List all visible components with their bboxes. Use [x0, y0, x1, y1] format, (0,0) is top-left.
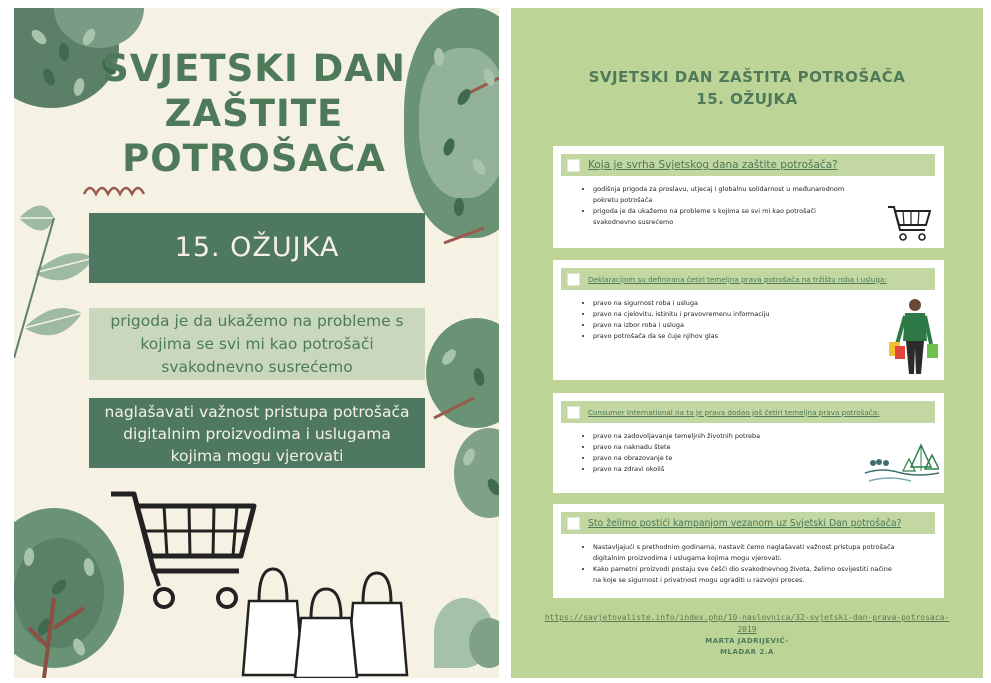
author-line: MLADAR 2.A [720, 648, 774, 656]
left-poster [14, 8, 499, 678]
text-line: svakodnevno susrećemo [161, 358, 353, 376]
bullet-list [587, 298, 770, 342]
right-poster [511, 8, 983, 678]
poster-title [94, 46, 414, 181]
emphasis-text-box [89, 398, 425, 468]
bullet-list [587, 184, 844, 228]
list-item: • pravo na zadovoljavanje temeljnih životnih potreba [593, 431, 760, 442]
list-item: • pravo na zdravi okoliš [593, 464, 760, 475]
info-card-declaration [553, 260, 944, 380]
list-item-continued: svakodnevno susrećemo [593, 218, 674, 226]
checkbox-icon [567, 273, 580, 286]
author-credit [511, 636, 983, 658]
list-item: • prigoda je da ukažemo na probleme s kojima se svi mi kao potrošači [593, 206, 844, 217]
squiggle-decoration-icon [82, 180, 152, 198]
text-line: kojima se svi mi kao potrošači [140, 335, 374, 353]
link-line[interactable]: 2019 [737, 625, 757, 634]
card-heading: Koja je svrha Svjetskog dana zaštite potrošača? [588, 159, 838, 171]
text-line: kojima mogu vjerovati [170, 447, 344, 465]
branch-icon [414, 68, 499, 448]
shopping-cart-icon [109, 486, 259, 616]
card-heading-bar [561, 268, 935, 290]
landscape-icon [863, 437, 939, 487]
title-line: ZAŠTITE [164, 92, 344, 135]
checkbox-icon [567, 406, 580, 419]
card-heading: Što želimo postići kampanjom vezanom uz Svjetski Dan potrošača? [588, 517, 902, 529]
bullet-list [587, 542, 895, 586]
date-banner: 15. OŽUJKA [89, 213, 425, 283]
checkbox-icon [567, 159, 580, 172]
poster-title [511, 66, 983, 110]
checkbox-icon [567, 517, 580, 530]
list-item: • pravo na cjelovitu, istinitu i pravovremenu informaciju [593, 309, 770, 320]
shopping-cart-icon [887, 204, 931, 242]
author-line: MARTA JADRIJEVIĆ- [705, 637, 789, 645]
title-line: POTROŠAČA [122, 137, 386, 180]
info-card-campaign-goal [553, 504, 944, 598]
title-line: SVJETSKI DAN [102, 47, 406, 90]
list-item: • pravo na sigurnost roba i usluga [593, 298, 770, 309]
list-item-continued: pokretu potrošača [593, 196, 653, 204]
card-heading-bar [561, 512, 935, 534]
list-item: • Nastavljajući s prethodnim godinama, nastavit ćemo naglašavati važnost pristupa potrošača [593, 542, 895, 553]
list-item-continued: digitalnim proizvodima i uslugama kojima mogu vjerovati. [593, 554, 782, 562]
card-heading-bar [561, 154, 935, 176]
text-line: prigoda je da ukažemo na probleme s [110, 312, 404, 330]
title-line: 15. OŽUJKA [696, 90, 798, 108]
list-item: • pravo potrošača da se čuje njihov glas [593, 331, 770, 342]
title-line: SVJETSKI DAN ZAŠTITA POTROŠAČA [588, 68, 906, 86]
info-card-consumer-international [553, 393, 944, 493]
card-heading-bar [561, 401, 935, 423]
list-item: • godišnja prigoda za proslavu, utjecaj i globalnu solidarnost u međunarodnom [593, 184, 844, 195]
list-item: • Kako pametni proizvodi postaju sve češći dio svakodnevnog života, želimo osvijestiti načine [593, 564, 895, 575]
shopping-bags-icon [239, 563, 409, 678]
info-card-purpose [553, 146, 944, 248]
list-item-continued: na koje se sigurnost i privatnost mogu ugraditi u razvojni proces. [593, 576, 805, 584]
list-item: • pravo na izbor roba i usluga [593, 320, 770, 331]
trunk-icon [24, 568, 104, 678]
shopper-icon [889, 296, 939, 380]
card-heading: Consumer International na ta je prava dodao još četiri temeljna prava potrošača: [588, 407, 880, 417]
occasion-text-box [89, 308, 425, 380]
bullet-list [587, 431, 760, 475]
list-item: • pravo na naknadu štete [593, 442, 760, 453]
text-line: digitalnim proizvodima i uslugama [123, 425, 391, 443]
source-link[interactable] [511, 612, 983, 636]
list-item: • pravo na obrazovanje te [593, 453, 760, 464]
link-line[interactable]: https://savjetovaliste.info/index.php/10-naslovnica/32-svjetski-dan-prava-potrosaca- [544, 613, 950, 622]
card-heading: Deklaracijom su definirana četiri temeljna prava potrošača na tržištu roba i usluga: [588, 274, 887, 284]
text-line: naglašavati važnost pristupa potrošača [104, 403, 410, 421]
